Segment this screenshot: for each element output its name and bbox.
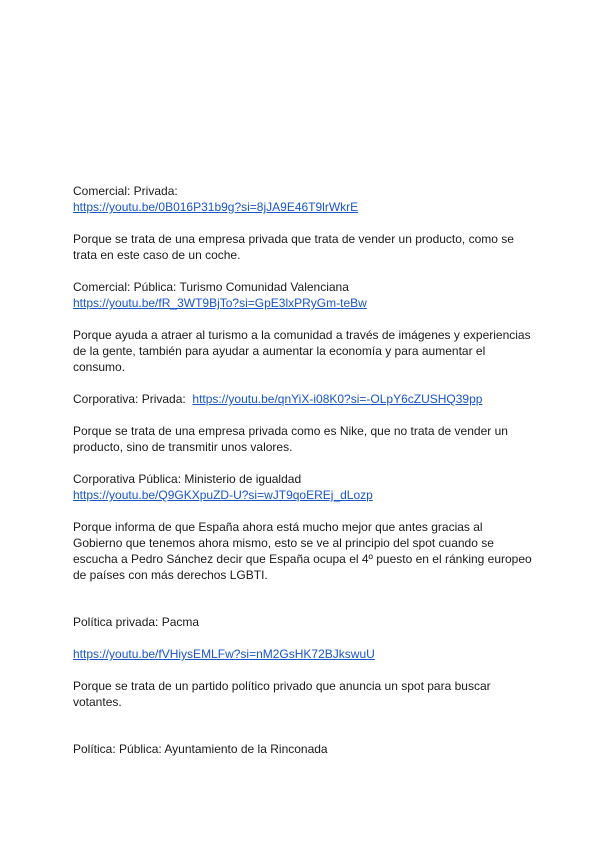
- video-link[interactable]: https://youtu.be/fR_3WT9BjTo?si=GpE3lxPRyGm-teBw: [73, 296, 367, 310]
- section-heading: Política privada: Pacma: [73, 615, 200, 629]
- section-explanation: Porque se trata de una empresa privada como es Nike, que no trata de vender un producto, sino de transmitir unos valores.: [73, 424, 508, 454]
- video-link[interactable]: https://youtu.be/fVHiysEMLFw?si=nM2GsHK72BJkswuU: [73, 647, 375, 661]
- section-explanation: Porque se trata de un partido político privado que anuncia un spot para buscar votantes.: [73, 679, 491, 709]
- section-explanation: Porque se trata de una empresa privada que trata de vender un producto, como se trata en este caso de un coche.: [73, 232, 514, 262]
- section-heading: Comercial: Privada:: [73, 184, 178, 198]
- section-explanation: Porque informa de que España ahora está mucho mejor que antes gracias al Gobierno que tenemos ahora mismo, esto se ve al principio del spot cuando se escucha a Pedro Sánchez decir que España ocupa el 4º puesto en el ránking europeo de países con más derechos LGBTI.: [73, 520, 532, 582]
- section-explanation: Porque ayuda a atraer al turismo a la comunidad a través de imágenes y experiencias de la gente, también para ayudar a aumentar la economía y para aumentar el consumo.: [73, 328, 531, 374]
- video-link[interactable]: https://youtu.be/0B016P31b9g?si=8jJA9E46T9lrWkrE: [73, 200, 359, 214]
- section-heading: Corporativa: Privada:: [73, 392, 186, 406]
- video-link[interactable]: https://youtu.be/Q9GKXpuZD-U?si=wJT9qoEREj_dLozp: [73, 488, 373, 502]
- section-heading: Comercial: Pública: Turismo Comunidad Valenciana: [73, 280, 349, 294]
- section-heading: Política: Pública: Ayuntamiento de la Rinconada: [73, 742, 328, 756]
- section-heading: Corporativa Pública: Ministerio de igualdad: [73, 472, 302, 486]
- video-link[interactable]: https://youtu.be/qnYiX-i08K0?si=-OLpY6cZUSHQ39pp: [192, 392, 483, 406]
- document-page: [73, 183, 533, 757]
